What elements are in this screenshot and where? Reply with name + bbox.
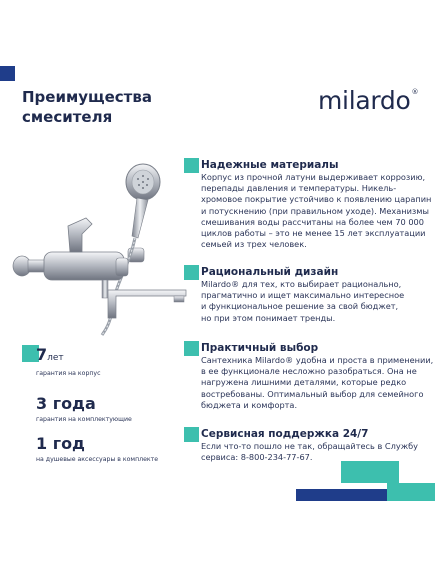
stat-components-warranty	[36, 395, 132, 424]
accent-square-navy	[0, 66, 15, 81]
stat-caption: гарантия на корпус	[36, 370, 101, 377]
page-title-line1: Преимущества	[22, 88, 152, 106]
brand-registered-mark: ®	[411, 88, 419, 96]
stat-caption: на душевые аксессуары в комплекте	[36, 456, 159, 463]
brand-name: milardo	[318, 86, 411, 115]
feature-title: Практичный выбор	[201, 342, 319, 354]
decor-block-teal	[341, 461, 399, 483]
feature-line: и функциональное решение за свой бюджет,	[201, 301, 399, 312]
feature-line: в ее функционале несложно разобраться. Она не	[201, 366, 417, 377]
brand-logo	[318, 86, 417, 115]
feature-line: прагматично и ищет максимально интересное	[201, 290, 405, 301]
stat-unit: лет	[47, 353, 64, 363]
feature-line: востребованы. Оптимальный выбор для семейного	[201, 388, 424, 399]
feature-line: хромовое покрытие устойчиво к появлению царапин	[201, 194, 432, 205]
feature-text	[184, 355, 434, 411]
feature-line: бюджета и комфорта.	[201, 399, 298, 410]
feature-line: циклов работы – это не менее 15 лет эксплуатации	[201, 228, 426, 239]
stat-accessories-warranty	[36, 435, 158, 464]
feature-materials	[184, 158, 432, 250]
feature-line: семьей из трех человек.	[201, 239, 307, 250]
feature-line: и потускнению (при правильном уходе). Механизмы	[201, 205, 429, 216]
feature-text	[184, 279, 419, 324]
wall-connector-icon	[13, 256, 46, 276]
feature-line: Если что-то пошло не так, обращайтесь в Службу	[201, 441, 418, 451]
stat-caption: гарантия на комплектующие	[36, 416, 132, 423]
feature-line: Сантехника Milardo® удобна и проста в применении,	[201, 355, 434, 365]
feature-line: Корпус из прочной латуни выдерживает коррозию,	[201, 172, 426, 182]
page-title-line2: смесителя	[22, 108, 113, 126]
faucet-illustration	[8, 160, 188, 340]
feature-practical	[184, 341, 434, 411]
feature-line: перепады давления и температуры. Никель-	[201, 183, 397, 194]
feature-line: нагружена лишними деталями, которые редко	[201, 377, 407, 388]
feature-title: Надежные материалы	[201, 159, 339, 171]
stat-number: 1 год	[36, 434, 85, 453]
feature-line: сервиса: 8-800-234-77-67.	[201, 452, 313, 463]
feature-title: Сервисная поддержка 24/7	[201, 428, 369, 440]
stat-number: 3 года	[36, 394, 96, 413]
stat-value: 7	[36, 345, 48, 364]
feature-support	[184, 427, 419, 463]
feature-design	[184, 265, 419, 324]
page-title	[22, 87, 152, 127]
decor-block-teal	[387, 483, 435, 501]
feature-text	[184, 172, 432, 250]
stat-body-warranty	[36, 346, 101, 378]
feature-title: Рациональный дизайн	[201, 266, 339, 278]
feature-line: но при этом понимает тренды.	[201, 312, 336, 323]
feature-line: Milardo® для тех, кто выбирает рационально,	[201, 279, 402, 289]
feature-line: смешивания воды рассчитаны на более чем 70 000	[201, 216, 424, 227]
stat-number	[36, 346, 101, 367]
